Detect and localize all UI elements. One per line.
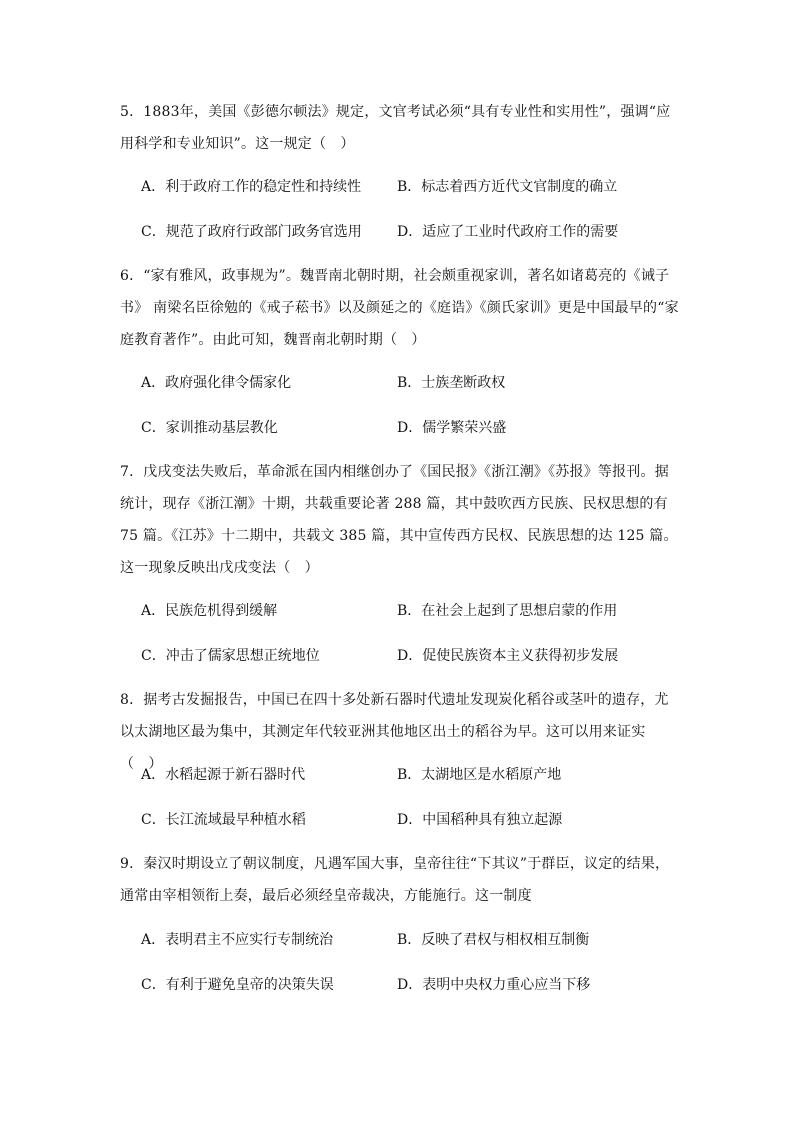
- question-6-stem: 6．“家有雅风，政事规为”。魏晋南北朝时期，社会颇重视家训，著名如诸葛亮的《诫子书》 南梁名臣徐勉的《戒子菘书》以及颜延之的《庭诰》《颜氏家训》更是中国最早的“家庭教育著作”。由此可知，魏晋南北朝时期（ ）: [120, 268, 679, 348]
- question-5-option-a: A．利于政府工作的稳定性和持续性: [141, 179, 362, 195]
- question-8-option-a: A．水稻起源于新石器时代: [141, 767, 306, 783]
- question-5-option-b: B．标志着西方近代文官制度的确立: [397, 179, 618, 195]
- question-8-option-d: D．中国稻种具有独立起源: [397, 812, 563, 828]
- question-7-option-d: D．促使民族资本主义获得初步发展: [397, 648, 619, 664]
- question-8-option-b: B．太湖地区是水稻原产地: [397, 767, 562, 783]
- question-8-option-c: C．长江流域最早种植水稻: [141, 812, 306, 828]
- question-7-option-b: B．在社会上起到了思想启蒙的作用: [397, 603, 618, 619]
- question-6-option-c: C．家训推动基层教化: [141, 420, 278, 436]
- question-9-option-d: D．表明中央权力重心应当下移: [397, 977, 591, 993]
- question-8-stem: 8．据考古发掘报告，中国已在四十多处新石器时代遗址发现炭化稻谷或茎叶的遗存，尤以太湖地区最为集中，其测定年代较亚洲其他地区出土的稻谷为早。这可以用来证实（ ）: [120, 692, 669, 772]
- question-5-option-d: D．适应了工业时代政府工作的需要: [397, 224, 619, 240]
- question-6-option-a: A．政府强化律令儒家化: [141, 375, 292, 391]
- question-9-option-a: A．表明君主不应实行专制统治: [141, 932, 334, 948]
- question-9-option-b: B．反映了君权与相权相互制衡: [397, 932, 590, 948]
- question-9-stem: 9．秦汉时期设立了朝议制度，凡遇军国大事，皇帝往往“下其议”于群臣，议定的结果，通常由宰相领衔上奏，最后必须经皇帝裁决，方能施行。这一制度: [120, 856, 670, 904]
- question-6-option-d: D．儒学繁荣兴盛: [397, 420, 507, 436]
- question-5-option-c: C．规范了政府行政部门政务官选用: [141, 224, 362, 240]
- question-6-option-b: B．士族垄断政权: [397, 375, 506, 391]
- question-9-option-c: C．有利于避免皇帝的决策失误: [141, 977, 334, 993]
- question-7-stem: 7．戊戌变法失败后，革命派在国内相继创办了《国民报》《浙江潮》《苏报》等报刊。据统计，现存《浙江潮》十期，共载重要论著 288 篇，其中鼓吹西方民族、民权思想的有 75 篇。《江苏》十二期中，共载文 385 篇，其中宣传西方民权、民族思想的达 125 篇。这一现象反映出戊戌变法（ ）: [120, 464, 678, 576]
- question-7-option-c: C．冲击了儒家思想正统地位: [141, 648, 320, 664]
- question-7-option-a: A．民族危机得到缓解: [141, 603, 278, 619]
- question-5-stem: 5．1883年，美国《彭德尔顿法》规定，文官考试必须“具有专业性和实用性”，强调“应用科学和专业知识”。这一规定（ ）: [120, 104, 671, 152]
